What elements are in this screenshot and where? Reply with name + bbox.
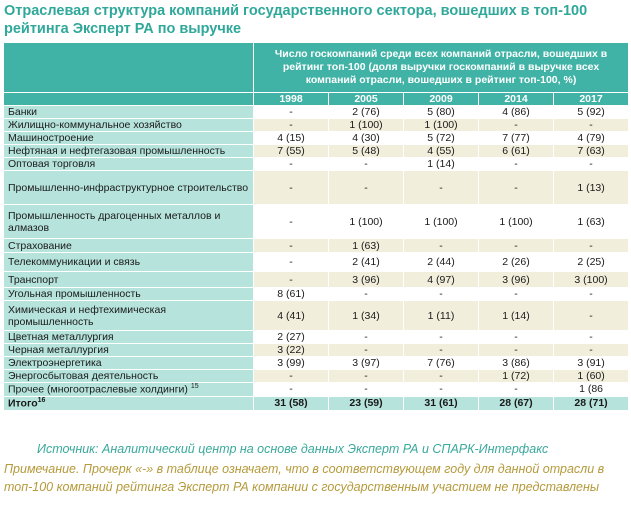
- value-cell: -: [404, 171, 479, 205]
- total-label: Итого: [8, 397, 38, 410]
- value-cell: 3 (100): [554, 272, 629, 288]
- value-cell: -: [329, 370, 404, 383]
- page-title: Отраслевая структура компаний государственного сектора, вошедших в топ-100 рейтинга Эксперт РА по выручке: [4, 3, 588, 37]
- table-row: [4, 158, 629, 171]
- value-cell: 3 (99): [254, 357, 329, 370]
- industry-cell: [4, 132, 254, 145]
- industry-label: Жилищно-коммунальное хозяйство: [8, 119, 182, 131]
- value-cell: 4 (15): [254, 132, 329, 145]
- value-cell: -: [554, 239, 629, 253]
- industry-label: Угольная промышленность: [8, 288, 141, 300]
- value-cell: 1 (86: [554, 383, 629, 397]
- value-cell: 5 (72): [404, 132, 479, 145]
- industry-cell: [4, 301, 254, 331]
- value-cell: 1 (100): [329, 119, 404, 132]
- industry-label: Прочее (многоотраслевые холдинги): [8, 383, 188, 396]
- industry-cell: [4, 119, 254, 132]
- header-corner: [4, 43, 254, 93]
- year-header: 2005: [329, 93, 404, 106]
- value-cell: 1 (14): [479, 301, 554, 331]
- value-cell: 3 (86): [479, 357, 554, 370]
- table-row: [4, 288, 629, 301]
- value-cell: 1 (100): [404, 205, 479, 239]
- value-cell: -: [329, 288, 404, 301]
- table-row: [4, 171, 629, 205]
- industry-cell: [4, 288, 254, 301]
- value-cell: -: [404, 383, 479, 397]
- industry-label: Транспорт: [8, 273, 59, 286]
- value-cell: 5 (80): [404, 106, 479, 119]
- value-cell: 4 (55): [404, 145, 479, 158]
- table-row: [4, 357, 629, 370]
- value-cell: -: [479, 344, 554, 357]
- value-cell: 3 (22): [254, 344, 329, 357]
- value-cell: -: [254, 119, 329, 132]
- value-cell: -: [254, 106, 329, 119]
- value-cell: 2 (41): [329, 253, 404, 272]
- footnote-ref: 16: [37, 396, 46, 404]
- value-cell: 8 (61): [254, 288, 329, 301]
- value-cell: 2 (25): [554, 253, 629, 272]
- value-cell: 1 (63): [329, 239, 404, 253]
- total-value-cell: 28 (71): [554, 396, 629, 410]
- year-header: 2014: [479, 93, 554, 106]
- industry-label: Страхование: [8, 239, 72, 252]
- table-row: [4, 106, 629, 119]
- value-cell: -: [254, 272, 329, 288]
- value-cell: 3 (96): [479, 272, 554, 288]
- value-cell: -: [554, 331, 629, 344]
- value-cell: -: [479, 383, 554, 397]
- footnote-ref: 15: [190, 383, 199, 390]
- value-cell: -: [254, 205, 329, 239]
- value-cell: -: [554, 288, 629, 301]
- value-cell: -: [404, 344, 479, 357]
- industry-label: Цветная металлургия: [8, 331, 114, 343]
- value-cell: -: [479, 331, 554, 344]
- industry-cell: [4, 331, 254, 344]
- value-cell: 4 (86): [479, 106, 554, 119]
- total-label-cell: [4, 396, 254, 410]
- total-value-cell: 31 (58): [254, 396, 329, 410]
- value-cell: 1 (72): [479, 370, 554, 383]
- value-cell: -: [254, 239, 329, 253]
- industry-label: Телекоммуникации и связь: [8, 256, 141, 268]
- value-cell: -: [554, 119, 629, 132]
- value-cell: -: [254, 158, 329, 171]
- table-row: [4, 344, 629, 357]
- total-row: [4, 396, 629, 410]
- year-header: 2009: [404, 93, 479, 106]
- industry-label: Оптовая торговля: [8, 158, 96, 170]
- value-cell: 5 (48): [329, 145, 404, 158]
- value-cell: -: [329, 171, 404, 205]
- note-text: Примечание. Прочерк «-» в таблице означает, что в соответствующем году для данной отрасли в топ-100 компаний рейтинга Эксперт РА компании с государственным участием не представлены: [4, 462, 605, 494]
- table-years-row: [4, 93, 629, 106]
- value-cell: 2 (44): [404, 253, 479, 272]
- value-cell: 7 (63): [554, 145, 629, 158]
- value-cell: 1 (100): [329, 205, 404, 239]
- industry-label: Электроэнергетика: [8, 357, 102, 369]
- value-cell: -: [404, 331, 479, 344]
- value-cell: 1 (100): [404, 119, 479, 132]
- value-cell: 2 (26): [479, 253, 554, 272]
- state-companies-table: [3, 42, 629, 411]
- table-row: [4, 331, 629, 344]
- table-row: [4, 132, 629, 145]
- value-cell: 2 (76): [329, 106, 404, 119]
- value-cell: 4 (30): [329, 132, 404, 145]
- source-text: Источник: Аналитический центр на основе данных Эксперт РА и СПАРК-Интерфакс: [37, 442, 549, 456]
- value-cell: 1 (60): [554, 370, 629, 383]
- value-cell: 3 (97): [329, 357, 404, 370]
- value-cell: 1 (13): [554, 171, 629, 205]
- value-cell: -: [479, 288, 554, 301]
- value-cell: -: [404, 370, 479, 383]
- value-cell: -: [554, 301, 629, 331]
- value-cell: -: [479, 119, 554, 132]
- industry-cell: [4, 106, 254, 119]
- value-cell: -: [554, 158, 629, 171]
- table-row: [4, 239, 629, 253]
- industry-cell: [4, 344, 254, 357]
- table-row: [4, 119, 629, 132]
- industry-label: Химическая и нефтехимическая промышленность: [8, 303, 167, 328]
- value-cell: 1 (63): [554, 205, 629, 239]
- value-cell: -: [254, 370, 329, 383]
- table-row: [4, 205, 629, 239]
- industry-cell: [4, 205, 254, 239]
- table-row: [4, 145, 629, 158]
- value-cell: 4 (97): [404, 272, 479, 288]
- value-cell: 1 (34): [329, 301, 404, 331]
- value-cell: 1 (100): [479, 205, 554, 239]
- total-value-cell: 31 (61): [404, 396, 479, 410]
- industry-label: Промышленно-инфраструктурное строительство: [8, 181, 249, 194]
- industry-cell: [4, 383, 254, 397]
- value-cell: 3 (91): [554, 357, 629, 370]
- value-cell: 6 (61): [479, 145, 554, 158]
- value-cell: -: [404, 288, 479, 301]
- value-cell: -: [329, 383, 404, 397]
- value-cell: -: [254, 253, 329, 272]
- value-cell: -: [554, 344, 629, 357]
- value-cell: 4 (79): [554, 132, 629, 145]
- value-cell: 1 (11): [404, 301, 479, 331]
- table-header-row: [4, 43, 629, 93]
- industry-cell: [4, 253, 254, 272]
- industry-cell: [4, 357, 254, 370]
- industry-cell: [4, 370, 254, 383]
- value-cell: -: [329, 344, 404, 357]
- value-cell: 1 (14): [404, 158, 479, 171]
- value-cell: 3 (96): [329, 272, 404, 288]
- year-header: 1998: [254, 93, 329, 106]
- value-cell: 7 (55): [254, 145, 329, 158]
- header-caption: Число госкомпаний среди всех компаний отрасли, вошедших в рейтинг топ-100 (доля выручки госкомпаний в выручке всех компаний отрасли, вошедших в рейтинг топ-100, %): [254, 43, 629, 93]
- value-cell: -: [329, 331, 404, 344]
- year-header-corner: [4, 93, 254, 106]
- industry-cell: [4, 158, 254, 171]
- industry-label: Машиностроение: [8, 132, 94, 144]
- industry-cell: [4, 171, 254, 205]
- value-cell: 7 (77): [479, 132, 554, 145]
- value-cell: -: [254, 171, 329, 205]
- industry-cell: [4, 145, 254, 158]
- value-cell: 4 (41): [254, 301, 329, 331]
- value-cell: -: [479, 158, 554, 171]
- table-row: [4, 301, 629, 331]
- industry-cell: [4, 239, 254, 253]
- industry-label: Энергосбытовая деятельность: [8, 370, 159, 382]
- industry-label: Банки: [8, 106, 37, 118]
- value-cell: 5 (92): [554, 106, 629, 119]
- industry-label: Промышленность драгоценных металлов и алмазов: [8, 209, 221, 234]
- value-cell: -: [404, 239, 479, 253]
- year-header: 2017: [554, 93, 629, 106]
- table-row: [4, 383, 629, 397]
- value-cell: -: [479, 171, 554, 205]
- value-cell: -: [479, 239, 554, 253]
- industry-label: Нефтяная и нефтегазовая промышленность: [8, 145, 226, 157]
- total-value-cell: 23 (59): [329, 396, 404, 410]
- table-row: [4, 253, 629, 272]
- table-row: [4, 370, 629, 383]
- value-cell: 7 (76): [404, 357, 479, 370]
- value-cell: 2 (27): [254, 331, 329, 344]
- table-row: [4, 272, 629, 288]
- industry-label: Черная металлургия: [8, 344, 109, 356]
- industry-cell: [4, 272, 254, 288]
- total-value-cell: 28 (67): [479, 396, 554, 410]
- value-cell: -: [254, 383, 329, 397]
- value-cell: -: [329, 158, 404, 171]
